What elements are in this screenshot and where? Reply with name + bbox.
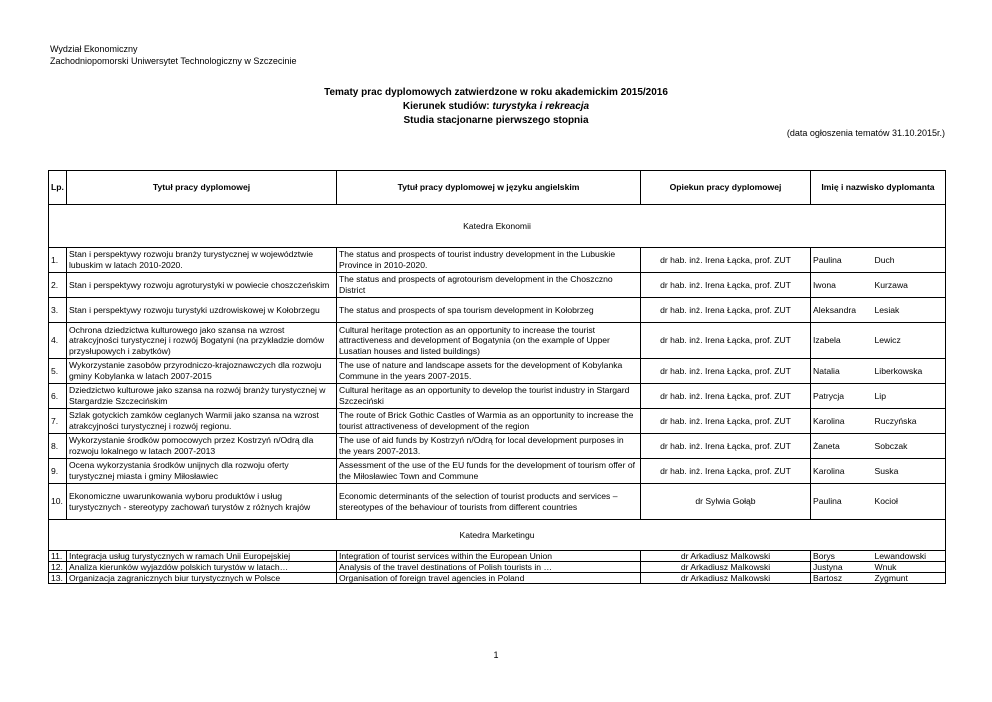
student-first-name: Izabela xyxy=(811,323,873,359)
title-pl: Ochrona dziedzictwa kulturowego jako szansa na wzrost atrakcyjności turystycznej i rozwój Bogatyni (na przykładzie domów przysłupowych i zabytków) xyxy=(67,323,337,359)
table-row xyxy=(49,323,946,359)
supervisor: dr Arkadiusz Malkowski xyxy=(641,562,811,573)
supervisor: dr Arkadiusz Malkowski xyxy=(641,551,811,562)
section-title: Katedra Ekonomii xyxy=(49,205,946,248)
row-number: 11. xyxy=(49,551,67,562)
student-last-name: Wnuk xyxy=(873,562,946,573)
title-en: The route of Brick Gothic Castles of Warmia as an opportunity to increase the tourist attractiveness of development of the region xyxy=(337,409,641,434)
supervisor: dr Sylwia Gołąb xyxy=(641,484,811,520)
title-pl: Szlak gotyckich zamków ceglanych Warmii jako szansa na wzrost atrakcyjności turystycznej i rozwój regionu. xyxy=(67,409,337,434)
title-pl: Ekonomiczne uwarunkowania wyboru produktów i usług turystycznych - stereotypy zachowań turystów z różnych krajów xyxy=(67,484,337,520)
row-number: 1. xyxy=(49,248,67,273)
title-en: Integration of tourist services within the European Union xyxy=(337,551,641,562)
title-pl: Dziedzictwo kulturowe jako szansa na rozwój branży turystycznej w Stargardzie Szczecińskim xyxy=(67,384,337,409)
table-row xyxy=(49,273,946,298)
student-last-name: Lip xyxy=(873,384,946,409)
row-number: 13. xyxy=(49,573,67,584)
section-title: Katedra Marketingu xyxy=(49,520,946,551)
faculty-name: Wydział Ekonomiczny xyxy=(50,44,138,54)
student-last-name: Sobczak xyxy=(873,434,946,459)
title-pl: Stan i perspektywy rozwoju turystyki uzdrowiskowej w Kołobrzegu xyxy=(67,298,337,323)
student-first-name: Natalia xyxy=(811,359,873,384)
student-first-name: Żaneta xyxy=(811,434,873,459)
table-row xyxy=(49,573,946,584)
col-supervisor: Opiekun pracy dyplomowej xyxy=(641,171,811,205)
field-label: Kierunek studiów: xyxy=(402,101,493,112)
row-number: 8. xyxy=(49,434,67,459)
title-line-1: Tematy prac dyplomowych zatwierdzone w roku akademickim 2015/2016 xyxy=(324,87,668,98)
supervisor: dr hab. inż. Irena Łącka, prof. ZUT xyxy=(641,409,811,434)
row-number: 9. xyxy=(49,459,67,484)
student-first-name: Karolina xyxy=(811,459,873,484)
student-first-name: Karolina xyxy=(811,409,873,434)
faculty-header xyxy=(50,43,296,67)
table-row xyxy=(49,434,946,459)
document-title xyxy=(0,86,992,128)
table-row xyxy=(49,484,946,520)
row-number: 12. xyxy=(49,562,67,573)
student-last-name: Duch xyxy=(873,248,946,273)
table-row xyxy=(49,298,946,323)
student-last-name: Lewandowski xyxy=(873,551,946,562)
student-first-name: Justyna xyxy=(811,562,873,573)
student-first-name: Borys xyxy=(811,551,873,562)
supervisor: dr hab. inż. Irena Łącka, prof. ZUT xyxy=(641,459,811,484)
title-pl: Organizacja zagranicznych biur turystycznych w Polsce xyxy=(67,573,337,584)
title-en: Analysis of the travel destinations of Polish tourists in … xyxy=(337,562,641,573)
table-row xyxy=(49,551,946,562)
title-en: Cultural heritage protection as an opportunity to increase the tourist attractiveness and development of Bogatynia (on the example of Upper Lusatian houses and listed buildings) xyxy=(337,323,641,359)
supervisor: dr hab. inż. Irena Łącka, prof. ZUT xyxy=(641,434,811,459)
supervisor: dr hab. inż. Irena Łącka, prof. ZUT xyxy=(641,273,811,298)
student-last-name: Ruczyńska xyxy=(873,409,946,434)
supervisor: dr hab. inż. Irena Łącka, prof. ZUT xyxy=(641,359,811,384)
title-line-2 xyxy=(0,100,992,114)
table-header-row xyxy=(49,171,946,205)
row-number: 4. xyxy=(49,323,67,359)
thesis-table xyxy=(48,170,946,584)
title-pl: Analiza kierunków wyjazdów polskich turystów w latach… xyxy=(67,562,337,573)
student-first-name: Iwona xyxy=(811,273,873,298)
title-en: The status and prospects of tourist industry development in the Lubuskie Province in 2010-2020. xyxy=(337,248,641,273)
student-last-name: Suska xyxy=(873,459,946,484)
student-last-name: Lewicz xyxy=(873,323,946,359)
student-last-name: Zygmunt xyxy=(873,573,946,584)
title-en: The use of nature and landscape assets for the development of Kobylanka Commune in the years 2007-2015. xyxy=(337,359,641,384)
col-student: Imię i nazwisko dyplomanta xyxy=(811,171,946,205)
table-row xyxy=(49,562,946,573)
title-pl: Stan i perspektywy rozwoju branży turystycznej w województwie lubuskim w latach 2010-2020. xyxy=(67,248,337,273)
col-title-en: Tytuł pracy dyplomowej w języku angielskim xyxy=(337,171,641,205)
title-en: Assessment of the use of the EU funds for the development of tourism offer of the Miłosławiec Town and Commune xyxy=(337,459,641,484)
title-pl: Integracja usług turystycznych w ramach Unii Europejskiej xyxy=(67,551,337,562)
title-pl: Wykorzystanie środków pomocowych przez Kostrzyń n/Odrą dla rozwoju lokalnego w latach 2007-2013 xyxy=(67,434,337,459)
row-number: 5. xyxy=(49,359,67,384)
title-en: The use of aid funds by Kostrzyń n/Odrą for local development purposes in the years 2007-2013. xyxy=(337,434,641,459)
student-first-name: Patrycja xyxy=(811,384,873,409)
row-number: 2. xyxy=(49,273,67,298)
student-first-name: Aleksandra xyxy=(811,298,873,323)
student-last-name: Kurzawa xyxy=(873,273,946,298)
table-row xyxy=(49,459,946,484)
announcement-date: (data ogłoszenia tematów 31.10.2015r.) xyxy=(786,128,945,138)
table-row xyxy=(49,248,946,273)
student-first-name: Bartosz xyxy=(811,573,873,584)
supervisor: dr Arkadiusz Malkowski xyxy=(641,573,811,584)
title-en: Cultural heritage as an opportunity to develop the tourist industry in Stargard Szczeciński xyxy=(337,384,641,409)
table-row xyxy=(49,359,946,384)
row-number: 6. xyxy=(49,384,67,409)
title-en: Organisation of foreign travel agencies in Poland xyxy=(337,573,641,584)
col-title-pl: Tytuł pracy dyplomowej xyxy=(67,171,337,205)
title-en: The status and prospects of spa tourism development in Kołobrzeg xyxy=(337,298,641,323)
student-last-name: Kocioł xyxy=(873,484,946,520)
supervisor: dr hab. inż. Irena Łącka, prof. ZUT xyxy=(641,298,811,323)
section-body-2 xyxy=(49,520,946,584)
row-number: 7. xyxy=(49,409,67,434)
page-number: 1 xyxy=(493,650,499,660)
student-last-name: Liberkowska xyxy=(873,359,946,384)
university-name: Zachodniopomorski Uniwersytet Technologiczny w Szczecinie xyxy=(50,56,297,66)
supervisor: dr hab. inż. Irena Łącka, prof. ZUT xyxy=(641,248,811,273)
section-body-1 xyxy=(49,205,946,520)
student-last-name: Lesiak xyxy=(873,298,946,323)
title-line-3: Studia stacjonarne pierwszego stopnia xyxy=(403,115,589,126)
table-row xyxy=(49,384,946,409)
student-first-name: Paulina xyxy=(811,484,873,520)
col-lp: Lp. xyxy=(49,171,67,205)
student-first-name: Paulina xyxy=(811,248,873,273)
row-number: 10. xyxy=(49,484,67,520)
title-en: Economic determinants of the selection of tourist products and services – stereotypes of the behaviour of tourists from different countries xyxy=(337,484,641,520)
title-pl: Wykorzystanie zasobów przyrodniczo-krajoznawczych dla rozwoju gminy Kobylanka w latach 2007-2015 xyxy=(67,359,337,384)
title-en: The status and prospects of agrotourism development in the Choszczno District xyxy=(337,273,641,298)
supervisor: dr hab. inż. Irena Łącka, prof. ZUT xyxy=(641,384,811,409)
table-row xyxy=(49,409,946,434)
row-number: 3. xyxy=(49,298,67,323)
title-pl: Ocena wykorzystania środków unijnych dla rozwoju oferty turystycznej miasta i gminy Miłosławiec xyxy=(67,459,337,484)
title-pl: Stan i perspektywy rozwoju agroturystyki w powiecie choszczeńskim xyxy=(67,273,337,298)
field-name: turystyka i rekreacja xyxy=(492,101,590,112)
supervisor: dr hab. inż. Irena Łącka, prof. ZUT xyxy=(641,323,811,359)
